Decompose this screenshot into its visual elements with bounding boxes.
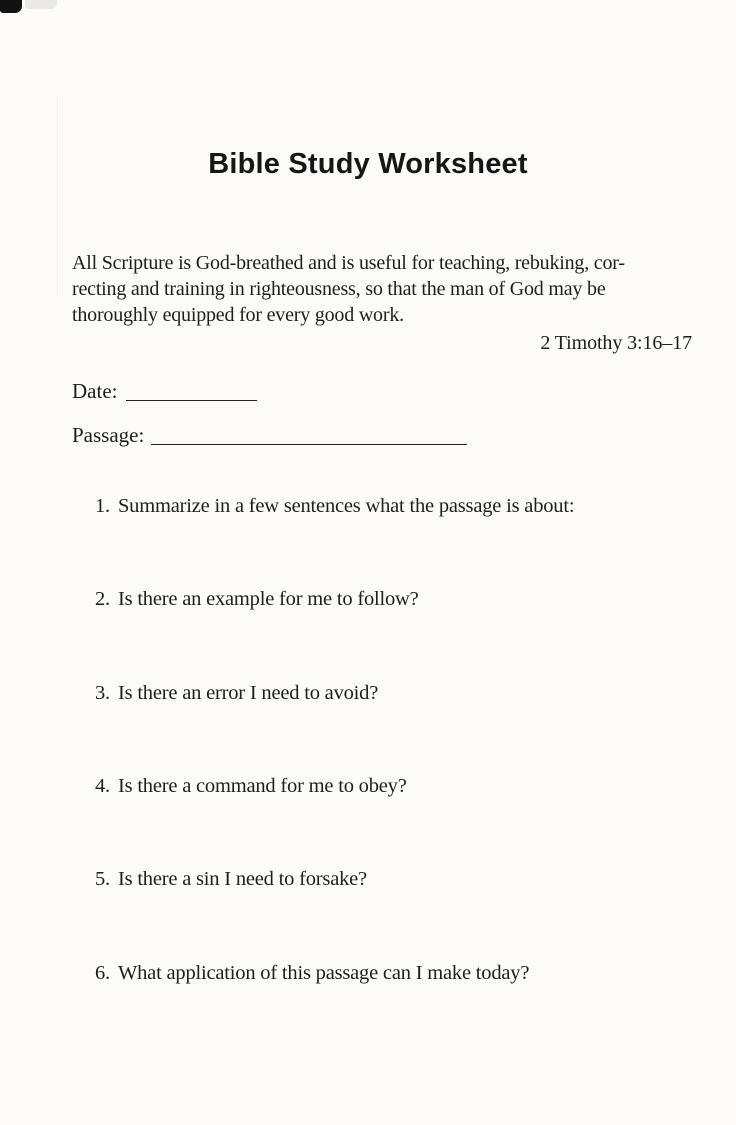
question-text: Is there a command for me to obey? — [117, 775, 407, 797]
question-number: 6. — [95, 962, 110, 984]
question-item-5 — [95, 868, 367, 891]
passage-field — [72, 423, 467, 448]
passage-blank-line — [151, 444, 467, 445]
question-number: 5. — [95, 868, 110, 890]
question-number: 1. — [95, 495, 110, 517]
scan-smudge-icon — [0, 0, 22, 13]
question-item-1 — [95, 495, 574, 518]
question-text: Is there an example for me to follow? — [117, 588, 419, 610]
question-item-6 — [95, 962, 529, 985]
question-text: Is there a sin I need to forsake? — [117, 868, 367, 890]
scripture-line: thoroughly equipped for every good work. — [72, 304, 404, 326]
scripture-citation: 2 Timothy 3:16–17 — [540, 332, 692, 354]
scripture-line: All Scripture is God-breathed and is useful for teaching, rebuking, cor- — [72, 252, 625, 274]
question-number: 3. — [95, 682, 110, 704]
question-item-3 — [95, 682, 378, 705]
question-text: Is there an error I need to avoid? — [117, 682, 379, 704]
question-number: 4. — [95, 775, 110, 797]
scripture-line: recting and training in righteousness, so that the man of God may be — [72, 278, 606, 300]
question-item-4 — [95, 775, 407, 798]
question-text: What application of this passage can I make today? — [117, 962, 530, 984]
question-item-2 — [95, 588, 419, 611]
page-title: Bible Study Worksheet — [208, 148, 528, 180]
date-label: Date: — [72, 379, 118, 403]
scan-smudge-light-icon — [25, 0, 57, 9]
page-edge-shadow — [57, 96, 58, 296]
question-number: 2. — [95, 588, 110, 610]
date-field — [72, 379, 257, 404]
question-text: Summarize in a few sentences what the passage is about: — [117, 495, 575, 517]
passage-label: Passage: — [72, 423, 145, 447]
date-blank-line — [126, 400, 257, 401]
scripture-quote — [72, 250, 625, 328]
